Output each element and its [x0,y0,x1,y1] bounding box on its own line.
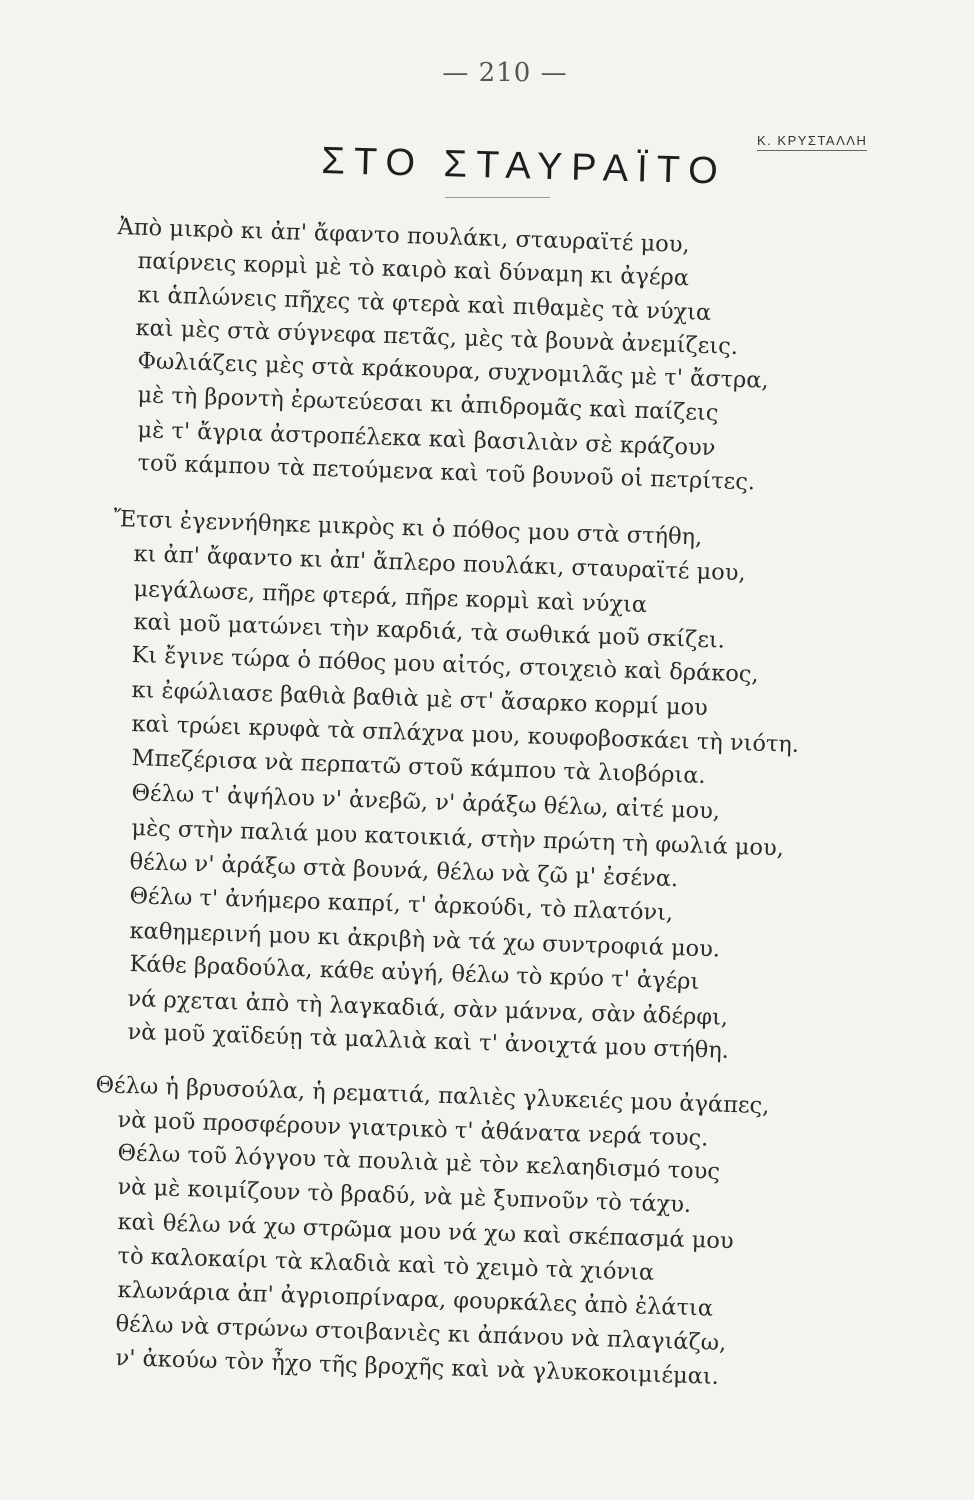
author-name: Κ. ΚΡΥΣΤΑΛΛΗ [757,133,867,151]
verse-line: θέλω ν' ἀράξω στὰ βουνά, θέλω νὰ ζῶ μ' ἐσένα. [129,849,679,893]
verse-line: κλωνάρια ἀπ' ἀγριοπρίναρα, φουρκάλες ἀπὸ ἐλάτια [117,1277,714,1322]
verse-line: θέλω νὰ στρώνω στοιβανιὲς κι ἀπάνου νὰ πλαγιάζω, [115,1311,727,1357]
verse-line: τὸ καλοκαίρι τὰ κλαδιὰ καὶ τὸ χειμὸ τὰ χιόνια [117,1243,655,1286]
page-number: — 210 — [442,58,568,88]
verse-line: ν' ἀκούω τὸν ἦχο τῆς βροχῆς καὶ νὰ γλυκοκοιμιέμαι. [115,1345,720,1390]
verse-line: νά ρχεται ἀπὸ τὴ λαγκαδιά, σὰν μάννα, σὰν ἀδέρφι, [127,986,729,1031]
verse-line: καὶ τρώει κρυφὰ τὰ σπλάχνα μου, κουφοβοσκάει τὴ νιότη. [131,711,800,758]
verse-line: παίρνεις κορμὶ μὲ τὸ καιρὸ καὶ δύναμη κι ἀγέρα [137,248,690,292]
verse-line: μὲ τ' ἄγρια ἀστροπέλεκα καὶ βασιλιὰν σὲ κράζουν [137,417,716,462]
verse-line: νὰ μὲ κοιμίζουν τὸ βραδύ, νὰ μὲ ξυπνοῦν τὸ τάχυ. [117,1174,692,1219]
verse-line: μεγάλωσε, πῆρε φτερά, πῆρε κορμὶ καὶ νύχια [133,576,648,619]
verse-line: κι ἐφώλιασε βαθιὰ βαθιὰ μὲ στ' ἄσαρκο κορμί μου [131,677,709,722]
verse-line: Θέλω τ' ἀψήλου ν' ἀνεβῶ, ν' ἀράξω θέλω, αἰτέ μου, [131,780,721,825]
verse-line: καὶ θέλω νά χω στρῶμα μου νά χω καὶ σκέπασμά μου [117,1209,735,1255]
verse-line: καὶ μοῦ ματώνει τὴν καρδιά, τὰ σωθικά μοῦ σκίζει. [133,609,726,654]
verse-line: Κάθε βραδούλα, κάθε αὐγή, θέλω τὸ κρύο τ' ἀγέρι [129,951,700,995]
verse-line: Θέλω τοῦ λόγγου τὰ πουλιὰ μὲ τὸν κελαηδισμό τους [117,1140,721,1185]
verse-line: Ἀπὸ μικρὸ κι ἀπ' ἄφαντο πουλάκι, σταυραϊτέ μου, [117,214,691,258]
verse-line: καθημερινή μου κι ἀκριβὴ νὰ τά χω συντροφιά μου. [129,918,721,963]
verse-line: κι ἀπ' ἄφαντο κι ἀπ' ἄπλερο πουλάκι, σταυραϊτέ μου, [133,541,747,587]
poem-title: ΣΤΟ ΣΤΑΥΡΑΪΤΟ [320,140,728,193]
verse-line: Θέλω ἡ βρυσούλα, ἡ ρεματιά, παλιὲς γλυκειές μου ἀγάπες, [95,1072,770,1120]
verse-line: κι ἁπλώνεις πῆχες τὰ φτερὰ καὶ πιθαμὲς τὰ νύχια [137,282,712,327]
title-divider [445,197,550,198]
verse-line: νὰ μοῦ χαϊδεύῃ τὰ μαλλιὰ καὶ τ' ἀνοιχτά μου στήθη. [127,1019,730,1064]
verse-line: μὲ τὴ βροντὴ ἐρωτεύεσαι κι ἀπιδρομᾶς καὶ παίζεις [137,382,719,427]
verse-line: Μπεζέρισα νὰ περπατῶ στοῦ κάμπου τὰ λιοβόρια. [131,745,707,790]
verse-line: τοῦ κάμπου τὰ πετούμενα καὶ τοῦ βουνοῦ οἱ πετρίτες. [137,450,756,496]
verse-line: Ἔτσι ἐγεννήθηκε μικρὸς κι ὁ πόθος μου στὰ στήθη, [113,506,703,551]
verse-line: Κι ἔγινε τώρα ὁ πόθος μου αἰτός, στοιχειὸ καὶ δράκος, [131,642,760,688]
verse-line: καὶ μὲς στὰ σύγνεφα πετᾶς, μὲς τὰ βουνὰ ἀνεμίζεις. [135,315,739,360]
verse-line: Φωλιάζεις μὲς στὰ κράκουρα, συχνομιλᾶς μὲ τ' ἄστρα, [137,348,770,394]
verse-line: Θέλω τ' ἀνήμερο καπρί, τ' ἀρκούδι, τὸ πλατόνι, [129,883,674,927]
verse-line: νὰ μοῦ προσφέρουν γιατρικὸ τ' ἀθάνατα νερά τους. [117,1107,709,1152]
verse-line: μὲς στὴν παλιά μου κατοικιά, στὴν πρώτη τὴ φωλιά μου, [131,815,785,862]
